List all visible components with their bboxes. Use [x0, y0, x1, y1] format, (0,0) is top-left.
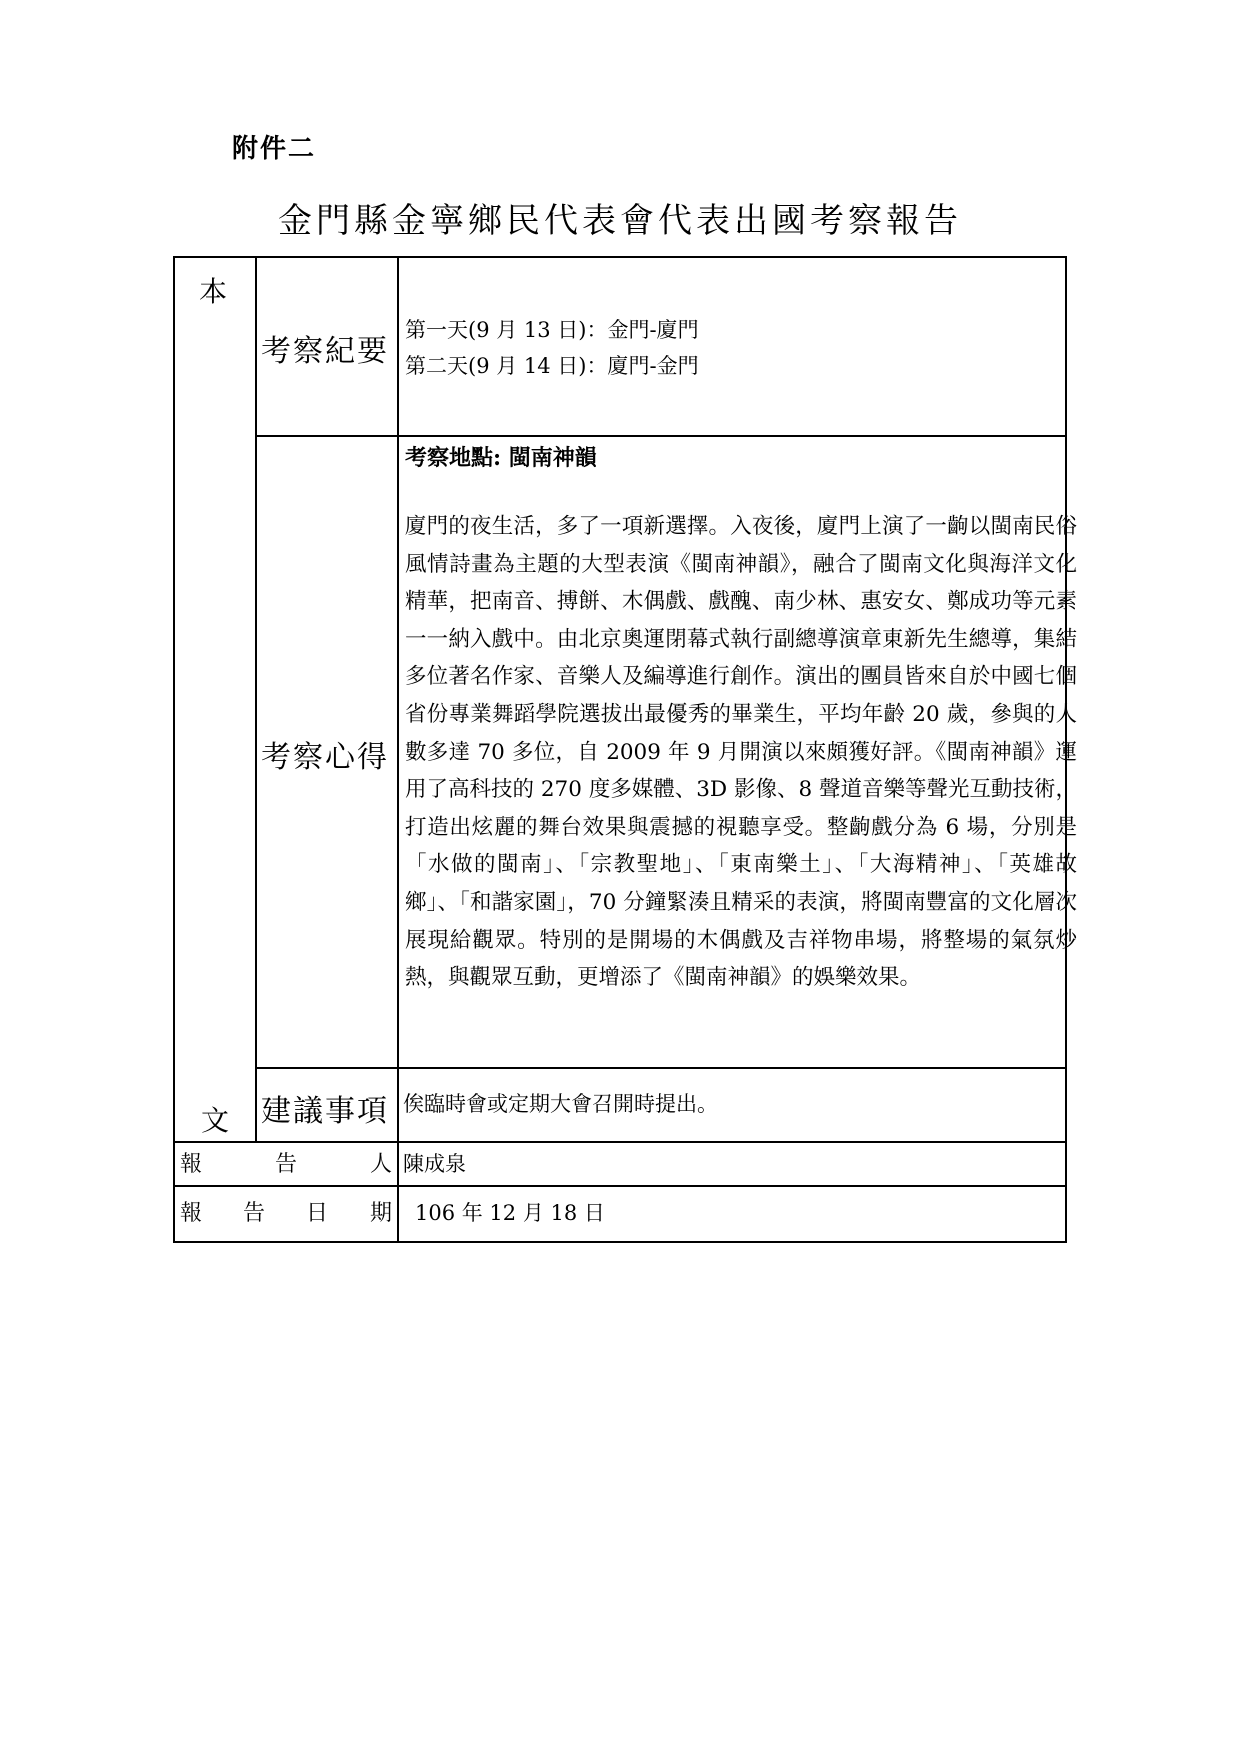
- reporter-label-char-1: 報: [180, 1152, 203, 1177]
- table-divider-row2: [255, 1067, 1067, 1069]
- table-divider-row4: [173, 1185, 1067, 1187]
- insight-label: 考察心得: [261, 740, 389, 775]
- table-border-left: [173, 256, 175, 1243]
- date-label-char-1: 報: [180, 1201, 203, 1226]
- suggestion-label: 建議事項: [261, 1094, 389, 1129]
- report-date-value: 106 年 12 月 18 日: [415, 1201, 605, 1225]
- reporter-label-char-3: 人: [370, 1152, 393, 1177]
- schedule-day-1: 第一天(9 月 13 日)：金門-廈門: [405, 318, 699, 342]
- summary-label: 考察紀要: [261, 334, 389, 369]
- insight-location: 考察地點: 閩南神韻: [405, 445, 597, 471]
- suggestion-text: 俟臨時會或定期大會召開時提出。: [403, 1092, 718, 1116]
- date-label-char-3: 日: [306, 1201, 329, 1226]
- schedule-day-2: 第二天(9 月 14 日)：廈門-金門: [405, 354, 699, 378]
- table-border-bottom: [173, 1241, 1067, 1243]
- page-title: 金門縣金寧鄉民代表會代表出國考察報告: [278, 201, 962, 241]
- side-label-bottom: 文: [201, 1104, 230, 1137]
- table-divider-label: [397, 256, 399, 1243]
- table-divider-row1: [255, 435, 1067, 437]
- attachment-label: 附件二: [232, 134, 317, 164]
- date-label-char-2: 告: [243, 1201, 266, 1226]
- table-border-top: [173, 256, 1067, 258]
- date-label-char-4: 期: [370, 1201, 393, 1226]
- reporter-name: 陳成泉: [403, 1152, 466, 1176]
- summary-content: [405, 312, 699, 384]
- side-label-top: 本: [199, 275, 228, 308]
- table-divider-side: [255, 256, 257, 1143]
- insight-paragraph: 廈門的夜生活，多了一項新選擇。入夜後，廈門上演了一齣以閩南民俗風情詩畫為主題的大型表演《閩南神韻》，融合了閩南文化與海洋文化精華，把南音、搏餅、木偶戲、戲醜、南少林、惠安女、鄭成功等元素一一納入戲中。由北京奧運閉幕式執行副總導演章東新先生總導，集結多位著名作家、音樂人及編導進行創作。演出的團員皆來自於中國七個省份專業舞蹈學院選拔出最優秀的畢業生，平均年齡 20 歲，參與的人數多達 70 多位，自 2009 年 9 月開演以來頗獲好評。《閩南神韻》運用了高科技的 270 度多媒體、3D 影像、8 聲道音樂等聲光互動技術，打造出炫麗的舞台效果與震撼的視聽享受。整齣戲分為 6 場，分別是「水做的閩南」、「宗教聖地」、「東南樂土」、「大海精神」、「英雄故鄉」、「和諧家園」，70 分鐘緊湊且精采的表演，將閩南豐富的文化層次展現給觀眾。特別的是開場的木偶戲及吉祥物串場，將整場的氣氛炒熱，與觀眾互動，更增添了《閩南神韻》的娛樂效果。: [405, 514, 1077, 991]
- reporter-label-char-2: 告: [275, 1152, 298, 1177]
- table-divider-row3: [173, 1141, 1067, 1143]
